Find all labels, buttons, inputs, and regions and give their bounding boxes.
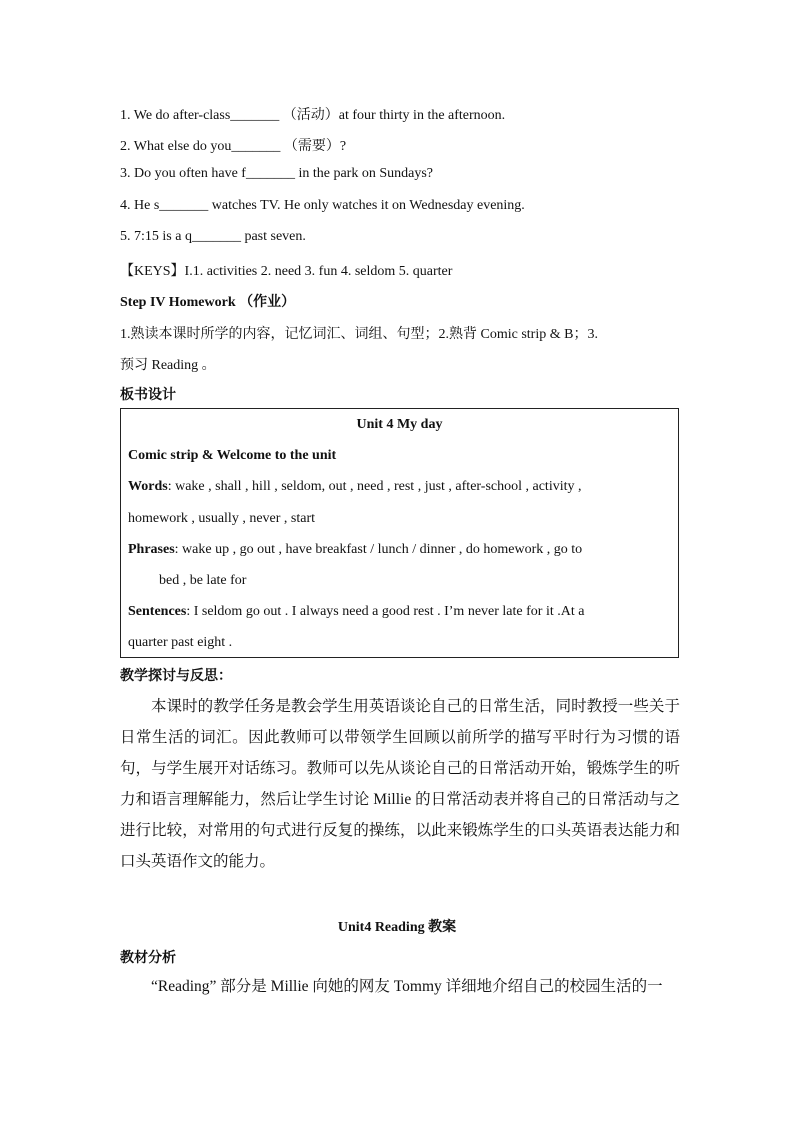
sentences-text-1: : I seldom go out . I always need a good rest . I’m never late for it .At a xyxy=(186,604,585,619)
words-label: Words xyxy=(128,479,168,494)
board-sentences-line-2: quarter past eight . xyxy=(128,635,233,650)
exercise-5: 5. 7:15 is a q_______ past seven. xyxy=(120,229,306,244)
exercise-4: 4. He s_______ watches TV. He only watches it on Wednesday evening. xyxy=(120,198,525,213)
analysis-heading: 教材分析 xyxy=(120,951,176,966)
board-words-line-1 xyxy=(128,479,582,495)
homework-line-1: 1.熟读本课时所学的内容，记忆词汇、词组、句型；2.熟背 Comic strip & B；3. xyxy=(120,327,598,342)
board-words-line-2: homework , usually , never , start xyxy=(128,511,316,526)
phrases-label: Phrases xyxy=(128,542,175,557)
words-list-1: : wake , shall , hill , seldom, out , need , rest , just , after-school , activity , xyxy=(167,479,582,494)
reflection-text: 本课时的教学任务是教会学生用英语谈论自己的日常生活，同时教授一些关于日常生活的词汇。因此教师可以带领学生回顾以前所学的描写平时行为习惯的语句，与学生展开对话练习。教师可以先从谈论自己的日常活动开始，锻炼学生的听力和语言理解能力，然后让学生讨论 Millie 的日常活动表并将自己的日常活动与之进行比较，对常用的句式进行反复的操练，以此来锻炼学生的口头英语表达能力和口头英语作文的能力。 xyxy=(120,698,680,870)
board-phrases-line-2: bed , be late for xyxy=(159,573,247,588)
board-title: Unit 4 My day xyxy=(356,417,443,432)
exercise-3: 3. Do you often have f_______ in the park on Sundays? xyxy=(120,166,433,181)
reflection-heading: 教学探讨与反思： xyxy=(120,669,232,684)
exercise-1: 1. We do after-class_______ （活动）at four thirty in the afternoon. xyxy=(120,108,506,123)
board-subtitle: Comic strip & Welcome to the unit xyxy=(128,448,337,463)
board-phrases-line-1 xyxy=(128,542,582,558)
board-design-box xyxy=(120,408,679,658)
exercise-2: 2. What else do you_______ （需要）? xyxy=(120,139,347,154)
analysis-paragraph xyxy=(120,971,680,1002)
analysis-text: “Reading” 部分是 Millie 向她的网友 Tommy 详细地介绍自己的校园生活的一 xyxy=(151,978,663,995)
unit4-reading-title: Unit4 Reading 教案 xyxy=(337,920,457,935)
homework-line-2: 预习 Reading 。 xyxy=(120,358,216,373)
phrases-list-1: : wake up , go out , have breakfast / lunch / dinner , do homework , go to xyxy=(174,542,583,557)
board-design-heading: 板书设计 xyxy=(120,388,176,403)
answer-keys: 【KEYS】I.1. activities 2. need 3. fun 4. seldom 5. quarter xyxy=(120,264,453,279)
reflection-paragraph xyxy=(120,691,680,877)
step-iv-heading: Step IV Homework （作业） xyxy=(120,295,296,310)
board-sentences-line-1 xyxy=(128,604,584,620)
sentences-label: Sentences xyxy=(128,604,187,619)
